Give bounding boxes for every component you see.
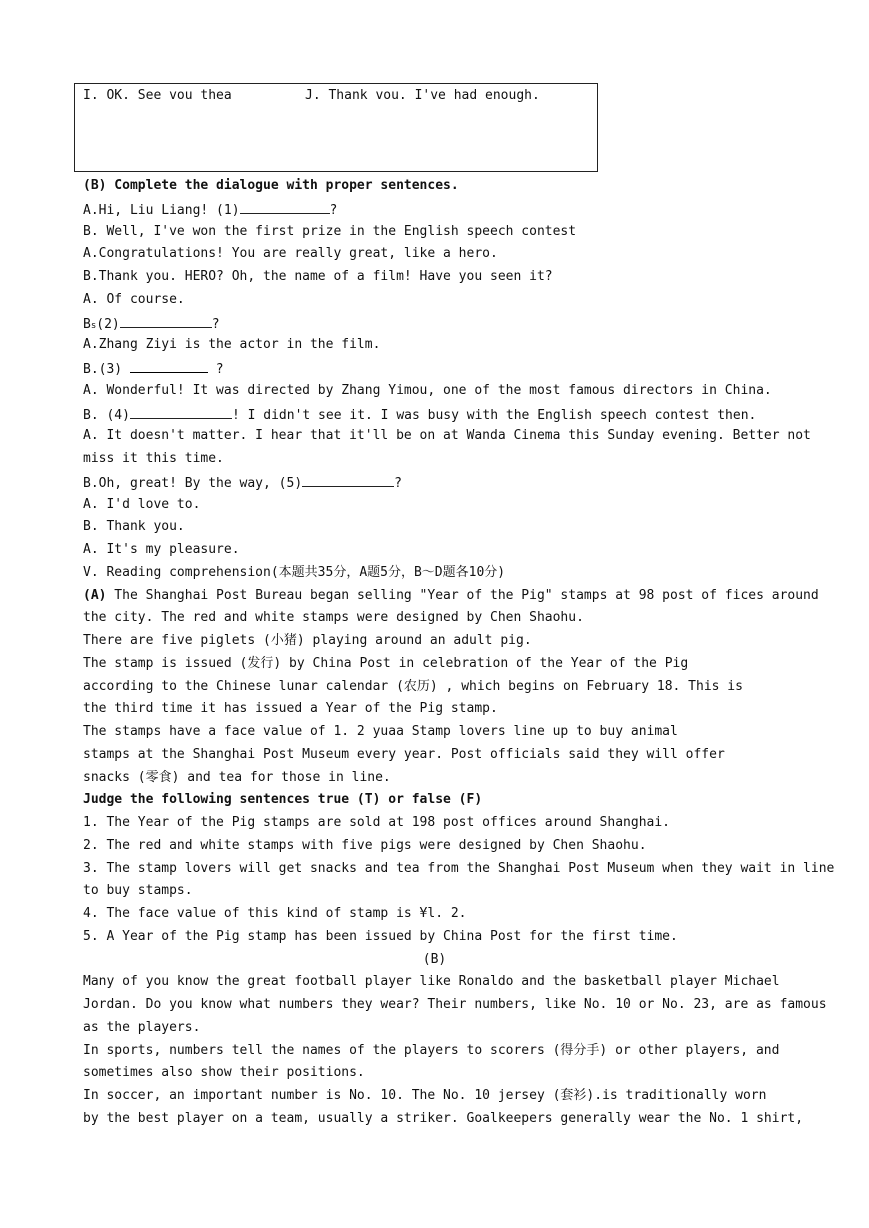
dialogue-line-11: A. It doesn't matter. I hear that it'll be on at Wanda Cinema this Sunday evening. Better not — [83, 428, 811, 443]
judge-title: Judge the following sentences true (T) or false (F) — [83, 792, 483, 807]
option-i: I. OK. See vou thea — [83, 88, 232, 103]
dialogue-text: B.(3) — [83, 362, 130, 377]
passage-a-line-7: The stamps have a face value of 1. 2 yuaa Stamp lovers line up to buy animal — [83, 724, 678, 739]
passage-a-line-9: snacks (零食) and tea for those in line. — [83, 770, 391, 785]
passage-a-line-3: There are five piglets (小猪) playing around an adult pig. — [83, 633, 532, 648]
passage-b-line-4: In sports, numbers tell the names of the players to scorers (得分手) or other players, and — [83, 1043, 780, 1058]
question-1: 1. The Year of the Pig stamps are sold at 198 post offices around Shanghai. — [83, 815, 670, 830]
dialogue-text: ? — [211, 317, 220, 332]
dialogue-line-1 — [83, 201, 337, 219]
dialogue-subscript: s — [90, 321, 97, 331]
question-3: 3. The stamp lovers will get snacks and tea from the Shanghai Post Museum when they wait in line — [83, 861, 835, 876]
question-2: 2. The red and white stamps with five pigs were designed by Chen Shaohu. — [83, 838, 647, 853]
passage-a-line-4: The stamp is issued (发行) by China Post in celebration of the Year of the Pig — [83, 656, 689, 671]
answer-blank-5[interactable] — [302, 474, 394, 487]
dialogue-line-7: A.Zhang Ziyi is the actor in the film. — [83, 337, 381, 352]
dialogue-line-9: A. Wonderful! It was directed by Zhang Yimou, one of the most famous directors in China. — [83, 383, 772, 398]
answer-blank-2[interactable] — [120, 315, 212, 328]
dialogue-line-10 — [83, 406, 756, 424]
passage-b-line-1: Many of you know the great football player like Ronaldo and the basketball player Michael — [83, 974, 780, 989]
dialogue-text: B.Oh, great! By the way, (5) — [83, 476, 303, 491]
question-3-cont: to buy stamps. — [83, 883, 193, 898]
dialogue-line-8 — [83, 360, 224, 378]
section-b-title: (B) Complete the dialogue with proper sentences. — [83, 178, 459, 193]
reading-heading: V. Reading comprehension(本题共35分，A题5分，B～D题各10分) — [83, 565, 506, 580]
passage-a-line-6: the third time it has issued a Year of the Pig stamp. — [83, 701, 498, 716]
dialogue-line-12: miss it this time. — [83, 451, 224, 466]
dialogue-line-5: A. Of course. — [83, 292, 185, 307]
passage-a-label: (A) — [83, 588, 107, 603]
passage-b-line-6: In soccer, an important number is No. 10. The No. 10 jersey (套衫).is traditionally worn — [83, 1088, 767, 1103]
passage-b-line-3: as the players. — [83, 1020, 201, 1035]
passage-b-label: (B) — [422, 952, 447, 967]
dialogue-line-13 — [83, 474, 402, 492]
passage-a-line-5: according to the Chinese lunar calendar (农历) , which begins on February 18. This is — [83, 679, 743, 694]
passage-b-line-5: sometimes also show their positions. — [83, 1065, 365, 1080]
passage-a-line-1 — [83, 588, 819, 604]
answer-options-box — [74, 83, 598, 172]
answer-blank-4[interactable] — [130, 406, 232, 419]
passage-b-line-2: Jordan. Do you know what numbers they wear? Their numbers, like No. 10 or No. 23, are as famous — [83, 997, 827, 1012]
dialogue-line-16: A. It's my pleasure. — [83, 542, 240, 557]
dialogue-line-2: B. Well, I've won the first prize in the English speech contest — [83, 224, 577, 239]
dialogue-line-15: B. Thank you. — [83, 519, 185, 534]
passage-text: The Shanghai Post Bureau began selling "Year of the Pig" stamps at 98 post of fices around — [106, 588, 819, 603]
answer-blank-1[interactable] — [240, 201, 330, 214]
question-4: 4. The face value of this kind of stamp is ¥l. 2. — [83, 906, 467, 921]
answer-blank-3[interactable] — [130, 360, 208, 373]
passage-a-line-8: stamps at the Shanghai Post Museum every year. Post officials said they will offer — [83, 747, 725, 762]
dialogue-text: ! I didn't see it. I was busy with the English speech contest then. — [231, 408, 757, 423]
dialogue-text: ? — [329, 203, 338, 218]
passage-b-line-7: by the best player on a team, usually a striker. Goalkeepers generally wear the No. 1 shirt, — [83, 1111, 804, 1126]
dialogue-line-6 — [83, 315, 220, 334]
dialogue-line-3: A.Congratulations! You are really great, like a hero. — [83, 246, 498, 261]
question-5: 5. A Year of the Pig stamp has been issued by China Post for the first time. — [83, 929, 678, 944]
dialogue-speaker: B — [83, 317, 91, 332]
option-j: J. Thank vou. I've had enough. — [305, 88, 540, 103]
dialogue-text: ? — [394, 476, 402, 491]
dialogue-text: A.Hi, Liu Liang! (1) — [83, 203, 240, 218]
dialogue-line-4: B.Thank you. HERO? Oh, the name of a film! Have you seen it? — [83, 269, 553, 284]
dialogue-text: B. (4) — [83, 408, 130, 423]
dialogue-text: ? — [207, 362, 224, 377]
dialogue-text: (2) — [96, 317, 120, 332]
passage-a-line-2: the city. The red and white stamps were designed by Chen Shaohu. — [83, 610, 584, 625]
dialogue-line-14: A. I'd love to. — [83, 497, 201, 512]
